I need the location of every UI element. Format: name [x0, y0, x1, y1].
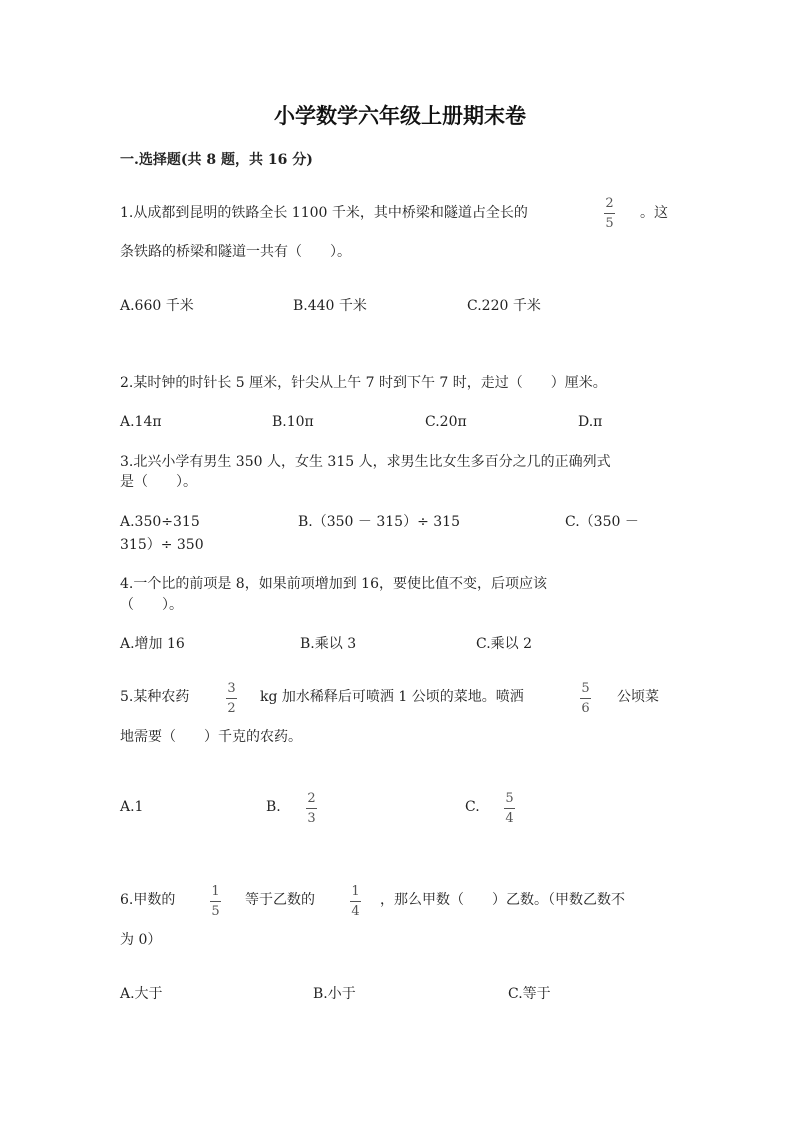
fraction-denominator: 5 [211, 904, 220, 919]
q6-text-mid: 等于乙数的 [245, 892, 315, 908]
fraction-bar [210, 901, 221, 902]
fraction-denominator: 4 [351, 904, 360, 919]
fraction-denominator: 2 [227, 701, 236, 716]
fraction-numerator: 1 [211, 884, 220, 899]
q5-fraction-2 [580, 681, 591, 716]
q5-text-mid: kg 加水稀释后可喷洒 1 公顷的菜地。喷洒 [260, 689, 524, 705]
q5-fraction-1 [226, 681, 237, 716]
fraction-numerator: 1 [351, 884, 360, 899]
q6-text-end: ，那么甲数（ ）乙数。（甲数乙数不 [380, 892, 625, 908]
q5-text: 5.某种农药 [120, 689, 190, 705]
section-heading: 一.选择题(共 8 题，共 16 分) [120, 152, 313, 168]
q5-option-b-fraction [306, 791, 317, 826]
fraction-numerator: 3 [227, 681, 236, 696]
q2-text: 2.某时钟的时针长 5 厘米，针尖从上午 7 时到下午 7 时，走过（ ）厘米。 [120, 375, 607, 391]
q3-text: 3.北兴小学有男生 350 人，女生 315 人，求男生比女生多百分之几的正确列式 [120, 454, 611, 470]
q4-option-c[interactable]: C.乘以 2 [476, 636, 533, 652]
q1-text-end: 。这 [640, 205, 668, 221]
fraction-bar [306, 808, 317, 809]
q5-option-b[interactable]: B. [266, 799, 281, 815]
q3-text-line2: 是（ ）。 [120, 474, 197, 490]
q5-option-a[interactable]: A.1 [120, 799, 144, 815]
fraction-numerator: 5 [505, 791, 514, 806]
q4-text: 4.一个比的前项是 8，如果前项增加到 16，要使比值不变，后项应该 [120, 576, 547, 592]
fraction-bar [580, 698, 591, 699]
fraction-bar [226, 698, 237, 699]
q6-fraction-1 [210, 884, 221, 919]
q6-text-line2: 为 0） [120, 932, 162, 948]
fraction-denominator: 3 [307, 811, 316, 826]
q2-option-a[interactable]: A.14π [120, 414, 162, 430]
fraction-bar [350, 901, 361, 902]
q1-text: 1.从成都到昆明的铁路全长 1100 千米，其中桥梁和隧道占全长的 [120, 205, 528, 221]
fraction-numerator: 2 [605, 196, 614, 211]
q4-text-line2: （ ）。 [120, 597, 183, 613]
q3-option-c-line2: 315）÷ 350 [120, 537, 204, 553]
q1-text-line2: 条铁路的桥梁和隧道一共有（ ）。 [120, 244, 351, 260]
q5-text-line2: 地需要（ ）千克的农药。 [120, 729, 302, 745]
fraction-bar [504, 808, 515, 809]
q6-text: 6.甲数的 [120, 892, 176, 908]
q1-fraction [604, 196, 615, 231]
fraction-bar [604, 213, 615, 214]
q4-option-a[interactable]: A.增加 16 [120, 636, 185, 652]
q4-option-b[interactable]: B.乘以 3 [300, 636, 357, 652]
q2-option-b[interactable]: B.10π [272, 414, 314, 430]
fraction-denominator: 4 [505, 811, 514, 826]
q5-option-c-fraction [504, 791, 515, 826]
q6-option-a[interactable]: A.大于 [120, 986, 163, 1002]
fraction-numerator: 2 [307, 791, 316, 806]
fraction-denominator: 5 [605, 216, 614, 231]
q3-option-b[interactable]: B.（350 － 315）÷ 315 [298, 514, 460, 530]
q2-option-d[interactable]: D.π [578, 414, 603, 430]
q2-option-c[interactable]: C.20π [425, 414, 467, 430]
q6-option-b[interactable]: B.小于 [313, 986, 356, 1002]
q3-option-c[interactable]: C.（350 － [565, 514, 639, 530]
q1-option-b[interactable]: B.440 千米 [293, 298, 367, 314]
q3-option-a[interactable]: A.350÷315 [120, 514, 200, 530]
q1-option-a[interactable]: A.660 千米 [120, 298, 194, 314]
q6-fraction-2 [350, 884, 361, 919]
q5-option-c[interactable]: C. [465, 799, 480, 815]
q1-option-c[interactable]: C.220 千米 [467, 298, 541, 314]
page-title: 小学数学六年级上册期末卷 [274, 103, 526, 128]
q5-text-end: 公顷菜 [617, 689, 659, 705]
fraction-numerator: 5 [581, 681, 590, 696]
q6-option-c[interactable]: C.等于 [508, 986, 551, 1002]
fraction-denominator: 6 [581, 701, 590, 716]
